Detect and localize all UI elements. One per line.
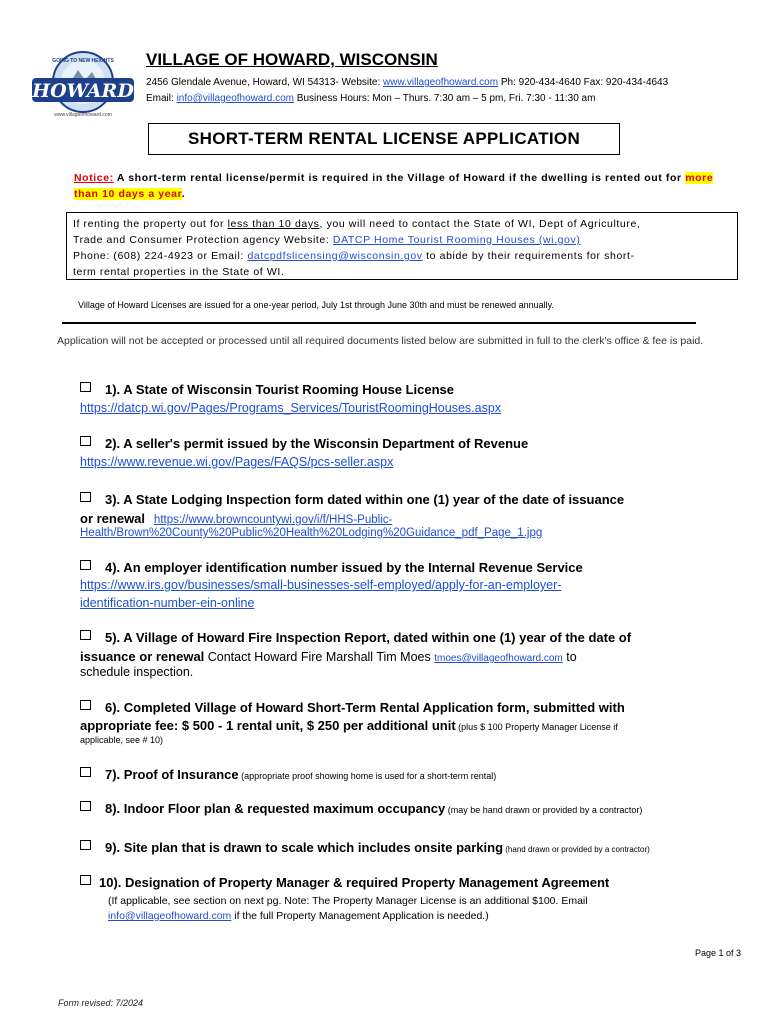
item-3 xyxy=(80,492,624,507)
address-line xyxy=(146,77,668,88)
info-text: term rental properties in the State of WI. xyxy=(73,266,285,278)
datcp-email-link[interactable]: datcpdfslicensing@wisconsin.gov xyxy=(247,250,423,262)
notice xyxy=(74,170,739,202)
item-note: (hand drawn or provided by a contractor) xyxy=(503,845,650,854)
item-title: appropriate fee: $ 500 - 1 rental unit, $ 250 per additional unit xyxy=(80,718,456,733)
item-3-line2 xyxy=(80,510,392,528)
business-hours: Business Hours: Mon – Thurs. 7:30 am – 5 pm, Fri. 7:30 - 11:30 am xyxy=(294,93,596,104)
checkbox[interactable] xyxy=(80,840,91,850)
checkbox[interactable] xyxy=(80,560,91,570)
item-8 xyxy=(80,801,642,816)
item-6-line2 xyxy=(80,717,618,735)
item-title: 6). Completed Village of Howard Short-Term Rental Application form, submitted with xyxy=(105,700,625,715)
item-6 xyxy=(80,700,625,715)
item-7 xyxy=(80,767,496,782)
form-title: SHORT-TERM RENTAL LICENSE APPLICATION xyxy=(148,123,620,155)
item-note: (may be hand drawn or provided by a contractor) xyxy=(445,805,643,815)
license-period-note: Village of Howard Licenses are issued for a one-year period, July 1st through June 30th and must be renewed annually. xyxy=(78,300,554,310)
item-title: or renewal xyxy=(80,511,146,526)
clerk-email-link[interactable]: info@villageofhoward.com xyxy=(108,910,232,922)
item-title: 2). A seller's permit issued by the Wisconsin Department of Revenue xyxy=(105,436,529,451)
notice-label: Notice: xyxy=(74,172,114,184)
checkbox[interactable] xyxy=(80,767,91,777)
item-5 xyxy=(80,630,631,645)
item-title: 9). Site plan that is drawn to scale which includes onsite parking xyxy=(105,840,504,855)
email-link[interactable]: info@villageofhoward.com xyxy=(176,93,295,104)
village-logo xyxy=(30,50,136,120)
checkbox[interactable] xyxy=(80,382,91,392)
checkbox[interactable] xyxy=(80,801,91,811)
item-4-link-cont[interactable]: identification-number-ein-online xyxy=(80,596,255,610)
item-1 xyxy=(80,382,454,397)
phone-fax: Ph: 920-434-4640 Fax: 920-434-4643 xyxy=(498,77,669,88)
item-title: 8). Indoor Floor plan & requested maximum occupancy xyxy=(105,801,446,816)
logo-url: www.villageofhoward.com xyxy=(54,112,112,118)
page-title: VILLAGE OF HOWARD, WISCONSIN xyxy=(146,50,438,69)
info-text: Trade and Consumer Protection agency Website: xyxy=(73,234,333,246)
item-10-line2 xyxy=(108,910,489,922)
item-title: 5). A Village of Howard Fire Inspection Report, dated within one (1) year of the date of xyxy=(105,630,632,645)
item-title: 4). An employer identification number issued by the Internal Revenue Service xyxy=(105,560,583,575)
checkbox[interactable] xyxy=(80,436,91,446)
item-text: if the full Property Management Application is needed.) xyxy=(231,910,489,922)
item-3-link[interactable]: https://www.browncountywi.gov/i/f/HHS-Public- xyxy=(153,514,393,526)
item-title: issuance or renewal xyxy=(80,649,205,664)
notice-text: A short-term rental license/permit is required in the Village of Howard if the dwelling is rented out for xyxy=(113,172,686,184)
info-text: to abide by their requirements for short- xyxy=(422,250,635,262)
state-info-box xyxy=(66,212,738,280)
item-9 xyxy=(80,840,650,855)
item-note: applicable, see # 10) xyxy=(80,735,164,745)
item-4 xyxy=(80,560,583,575)
info-text: If renting the property out for xyxy=(73,218,228,230)
contact-line xyxy=(146,93,595,104)
item-2 xyxy=(80,436,528,451)
notice-end: . xyxy=(181,188,186,200)
address-text: 2456 Glendale Avenue, Howard, WI 54313- Website: xyxy=(146,77,381,88)
application-note: Application will not be accepted or processed until all required documents listed below are submitted in full to the clerk's office & fee is paid. xyxy=(57,335,704,347)
page-number: Page 1 of 3 xyxy=(695,948,742,958)
checkbox[interactable] xyxy=(80,630,91,640)
notice-highlight: more than 10 days a year xyxy=(74,172,714,200)
item-text: to xyxy=(562,650,577,664)
item-title: 7). Proof of Insurance xyxy=(105,767,239,782)
item-3-link-cont[interactable]: Health/Brown%20County%20Public%20Health%20Lodging%20Guidance_pdf_Page_1.jpg xyxy=(80,527,543,539)
checkbox[interactable] xyxy=(80,875,91,885)
logo-text: HOWARD xyxy=(32,80,134,102)
item-note: (plus $ 100 Property Manager License if xyxy=(455,722,618,732)
logo-arc-text: GOING TO NEW HEIGHTS xyxy=(52,58,114,64)
item-text: Contact Howard Fire Marshall Tim Moes xyxy=(204,650,435,664)
form-revised: Form revised: 7/2024 xyxy=(58,998,144,1008)
fire-marshal-email-link[interactable]: tmoes@villageofhoward.com xyxy=(434,653,563,664)
item-title: 10). Designation of Property Manager & required Property Management Agreement xyxy=(99,875,610,890)
item-title: 3). A State Lodging Inspection form dated within one (1) year of the date of issuance xyxy=(105,492,625,507)
info-text: , you will need to contact the State of WI, Dept of Agriculture, xyxy=(319,218,641,230)
item-note: (appropriate proof showing home is used for a short-term rental) xyxy=(238,771,497,781)
item-10 xyxy=(80,875,609,890)
checkbox[interactable] xyxy=(80,492,91,502)
item-10-text: (If applicable, see section on next pg. Note: The Property Manager License is an additional $100. Email xyxy=(108,895,588,907)
info-underline: less than 10 days xyxy=(227,218,320,230)
divider xyxy=(62,322,696,324)
email-label: Email: xyxy=(146,93,174,104)
item-text: schedule inspection. xyxy=(80,665,194,679)
item-5-line2 xyxy=(80,648,577,666)
item-title: 1). A State of Wisconsin Tourist Rooming House License xyxy=(105,382,454,397)
datcp-link[interactable]: DATCP Home Tourist Rooming Houses (wi.gov) xyxy=(332,234,581,246)
checkbox[interactable] xyxy=(80,700,91,710)
info-text: Phone: (608) 224-4923 or Email: xyxy=(73,250,248,262)
item-4-link[interactable]: https://www.irs.gov/businesses/small-businesses-self-employed/apply-for-an-employer- xyxy=(80,578,562,592)
website-link[interactable]: www.villageofhoward.com xyxy=(383,77,499,88)
item-1-link[interactable]: https://datcp.wi.gov/Pages/Programs_Services/TouristRoomingHouses.aspx xyxy=(80,401,502,415)
item-2-link[interactable]: https://www.revenue.wi.gov/Pages/FAQS/pcs-seller.aspx xyxy=(80,455,394,469)
